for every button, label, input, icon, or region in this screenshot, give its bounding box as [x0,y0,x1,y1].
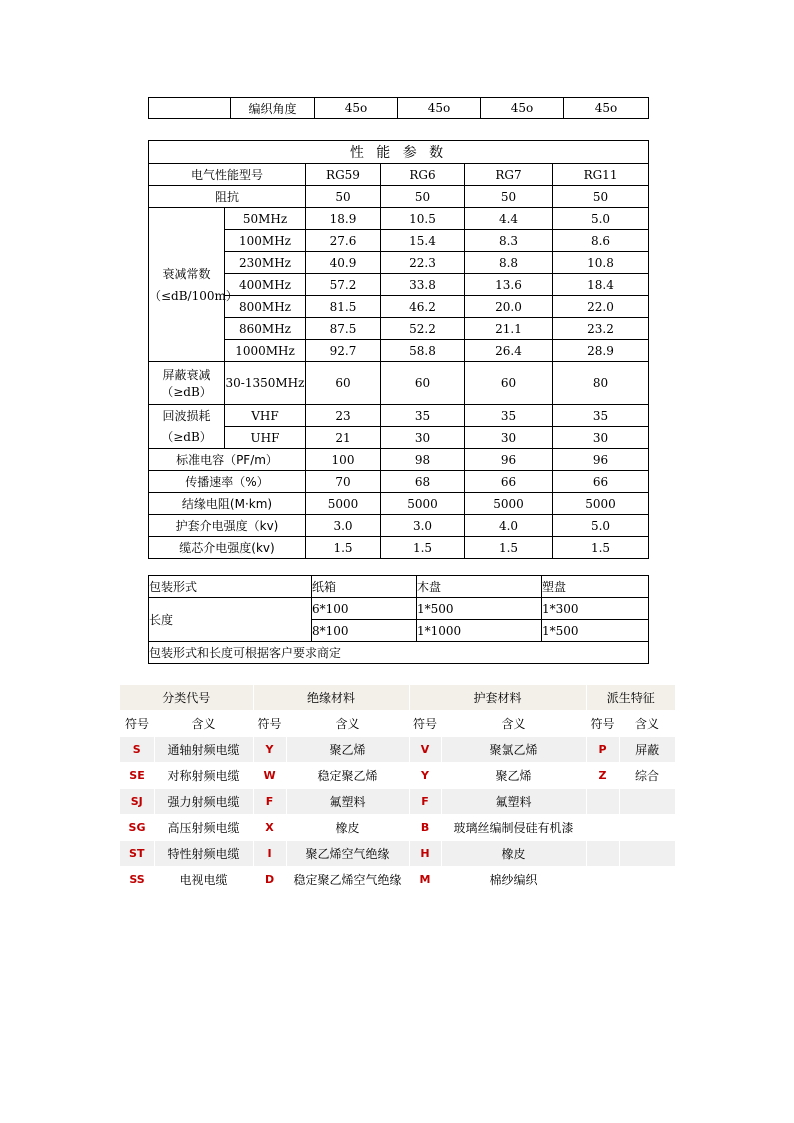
code-meaning: 氟塑料 [441,789,586,815]
classification-header: 护套材料 [409,685,586,711]
braid-angle-label: 编织角度 [231,98,315,119]
meaning-header: 含义 [154,711,253,737]
code-symbol: P [586,737,619,763]
code-symbol [586,841,619,867]
band-cell: VHF [225,405,306,427]
shield-label [149,362,225,405]
table-cell: 8.8 [465,252,553,274]
meaning-header: 含义 [286,711,409,737]
performance-table [148,140,649,559]
code-meaning: 棉纱编织 [441,867,586,893]
insulation-row [149,493,649,515]
code-meaning: 综合 [619,763,675,789]
table-cell: 50 [553,186,649,208]
table-cell: 28.9 [553,340,649,362]
table-cell: 1.5 [553,537,649,559]
packaging-length: 8*100 [312,620,417,642]
table-cell: 3.0 [381,515,465,537]
shield-label-line1: 屏蔽衰减 [162,368,211,382]
table-cell: 10.5 [381,208,465,230]
code-meaning: 玻璃丝编制侵硅有机漆 [441,815,586,841]
return-loss-label-line2: （≥dB） [161,429,212,444]
packaging-form: 木盘 [417,576,542,598]
code-symbol: SE [120,763,154,789]
meaning-header: 含义 [619,711,675,737]
packaging-form-label: 包装形式 [149,576,312,598]
table-cell: 8.3 [465,230,553,252]
code-symbol: B [409,815,441,841]
code-symbol: I [253,841,286,867]
packaging-length-label: 长度 [149,598,312,642]
table-cell: 100 [306,449,381,471]
packaging-length: 1*500 [417,598,542,620]
packaging-form: 塑盘 [542,576,649,598]
jacket-strength-row [149,515,649,537]
code-meaning: 强力射频电缆 [154,789,253,815]
packaging-note: 包装形式和长度可根据客户要求商定 [149,642,649,664]
code-meaning [619,867,675,893]
table-cell: 98 [381,449,465,471]
table-cell: 5000 [381,493,465,515]
classification-row [120,789,675,815]
symbol-header: 符号 [586,711,619,737]
table-cell: 50 [306,186,381,208]
code-meaning [619,789,675,815]
table-cell: 46.2 [381,296,465,318]
code-meaning: 氟塑料 [286,789,409,815]
velocity-row [149,471,649,493]
model-name: RG7 [465,164,553,186]
code-symbol [586,789,619,815]
code-meaning: 高压射频电缆 [154,815,253,841]
table-cell: 27.6 [306,230,381,252]
table-cell: 60 [465,362,553,405]
table-cell: 5.0 [553,208,649,230]
blank-cell [149,98,231,119]
table-cell: 23.2 [553,318,649,340]
packaging-length: 6*100 [312,598,417,620]
table-cell: 80 [553,362,649,405]
code-meaning: 屏蔽 [619,737,675,763]
code-symbol: F [253,789,286,815]
braid-angle-value: 45o [481,98,564,119]
code-meaning: 橡皮 [441,841,586,867]
table-cell: 5000 [553,493,649,515]
table-cell: 4.0 [465,515,553,537]
code-meaning: 特性射频电缆 [154,841,253,867]
table-cell: 21 [306,427,381,449]
table-cell: 35 [465,405,553,427]
code-symbol: SS [120,867,154,893]
packaging-note-row [149,642,649,664]
code-symbol: D [253,867,286,893]
table-cell: 60 [381,362,465,405]
packaging-table [148,575,649,664]
code-meaning: 电视电缆 [154,867,253,893]
classification-row [120,867,675,893]
table-cell: 21.1 [465,318,553,340]
frequency-cell: 400MHz [225,274,306,296]
code-meaning: 稳定聚乙烯 [286,763,409,789]
frequency-cell: 30-1350MHz [225,362,306,405]
code-meaning: 橡皮 [286,815,409,841]
braid-angle-value: 45o [398,98,481,119]
code-meaning: 聚乙烯 [441,763,586,789]
table-cell: 96 [465,449,553,471]
classification-row [120,737,675,763]
table-cell: 5.0 [553,515,649,537]
code-symbol: V [409,737,441,763]
impedance-label: 阻抗 [149,186,306,208]
packaging-length: 1*1000 [417,620,542,642]
packaging-form-row [149,576,649,598]
impedance-row [149,186,649,208]
code-meaning: 稳定聚乙烯空气绝缘 [286,867,409,893]
table-cell: 10.8 [553,252,649,274]
table-cell: 20.0 [465,296,553,318]
table-cell: 8.6 [553,230,649,252]
classification-header-row [120,685,675,711]
band-cell: UHF [225,427,306,449]
frequency-cell: 1000MHz [225,340,306,362]
table-cell: 23 [306,405,381,427]
code-meaning: 聚乙烯 [286,737,409,763]
classification-header: 派生特征 [586,685,675,711]
packaging-length: 1*500 [542,620,649,642]
code-meaning [619,841,675,867]
code-symbol [586,867,619,893]
table-cell: 26.4 [465,340,553,362]
classification-row [120,763,675,789]
code-symbol: X [253,815,286,841]
frequency-cell: 800MHz [225,296,306,318]
capacitance-row [149,449,649,471]
code-symbol: W [253,763,286,789]
table-cell: 30 [381,427,465,449]
code-meaning: 通轴射频电缆 [154,737,253,763]
code-meaning [619,815,675,841]
code-symbol: S [120,737,154,763]
model-name: RG11 [553,164,649,186]
shield-label-line2: （≥dB） [161,385,212,399]
table-cell: 5000 [465,493,553,515]
code-symbol: SJ [120,789,154,815]
code-symbol: Y [409,763,441,789]
braid-angle-value: 45o [564,98,649,119]
attenuation-label [149,208,238,362]
frequency-cell: 230MHz [225,252,306,274]
braid-angle-row [149,98,649,119]
table-cell: 1.5 [465,537,553,559]
classification-row [120,815,675,841]
classification-row [120,841,675,867]
performance-title: 性 能 参 数 [149,141,649,164]
table-cell: 18.9 [306,208,381,230]
table-cell: 33.8 [381,274,465,296]
code-meaning: 对称射频电缆 [154,763,253,789]
code-symbol: Z [586,763,619,789]
classification-table [120,685,675,893]
table-cell: 22.3 [381,252,465,274]
table-cell: 35 [553,405,649,427]
symbol-header: 符号 [120,711,154,737]
braid-angle-table [148,97,649,119]
core-strength-row [149,537,649,559]
table-cell: 92.7 [306,340,381,362]
model-name: RG6 [381,164,465,186]
meaning-header: 含义 [441,711,586,737]
table-cell: 68 [381,471,465,493]
model-name: RG59 [306,164,381,186]
table-cell: 66 [465,471,553,493]
table-cell: 35 [381,405,465,427]
table-cell: 30 [465,427,553,449]
code-symbol: SG [120,815,154,841]
table-cell: 81.5 [306,296,381,318]
code-symbol [586,815,619,841]
table-cell: 13.6 [465,274,553,296]
attenuation-row [149,208,649,230]
table-cell: 60 [306,362,381,405]
braid-angle-value: 45o [315,98,398,119]
code-symbol: ST [120,841,154,867]
frequency-cell: 860MHz [225,318,306,340]
table-cell: 22.0 [553,296,649,318]
attenuation-label-line1: 衰减常数 [162,266,211,281]
attenuation-label-line2: （≤dB/100m） [149,288,238,303]
model-header-row [149,164,649,186]
table-cell: 1.5 [381,537,465,559]
symbol-header: 符号 [409,711,441,737]
code-symbol: H [409,841,441,867]
packaging-length-row [149,598,649,620]
table-cell: 5000 [306,493,381,515]
table-cell: 4.4 [465,208,553,230]
table-cell: 15.4 [381,230,465,252]
model-header-label: 电气性能型号 [149,164,306,186]
insulation-label: 结缘电阻(M·km) [149,493,306,515]
capacitance-label: 标准电容（PF/m） [149,449,306,471]
table-cell: 70 [306,471,381,493]
core-strength-label: 缆芯介电强度(kv) [149,537,306,559]
table-cell: 40.9 [306,252,381,274]
table-cell: 87.5 [306,318,381,340]
classification-header: 分类代号 [120,685,253,711]
code-meaning: 聚氯乙烯 [441,737,586,763]
return-loss-label-line1: 回波损耗 [162,408,211,423]
packaging-length: 1*300 [542,598,649,620]
frequency-cell: 100MHz [225,230,306,252]
return-loss-label [149,405,225,449]
table-cell: 52.2 [381,318,465,340]
classification-header: 绝缘材料 [253,685,409,711]
code-symbol: Y [253,737,286,763]
table-cell: 50 [381,186,465,208]
table-cell: 58.8 [381,340,465,362]
table-cell: 50 [465,186,553,208]
shield-row [149,362,649,405]
classification-subheader-row [120,711,675,737]
table-cell: 30 [553,427,649,449]
performance-title-row [149,141,649,164]
packaging-form: 纸箱 [312,576,417,598]
table-cell: 3.0 [306,515,381,537]
table-cell: 18.4 [553,274,649,296]
table-cell: 57.2 [306,274,381,296]
table-cell: 96 [553,449,649,471]
frequency-cell: 50MHz [225,208,306,230]
code-symbol: M [409,867,441,893]
velocity-label: 传播速率（%） [149,471,306,493]
table-cell: 66 [553,471,649,493]
symbol-header: 符号 [253,711,286,737]
table-cell: 1.5 [306,537,381,559]
code-symbol: F [409,789,441,815]
code-meaning: 聚乙烯空气绝缘 [286,841,409,867]
return-loss-row [149,405,649,427]
jacket-strength-label: 护套介电强度（kv) [149,515,306,537]
